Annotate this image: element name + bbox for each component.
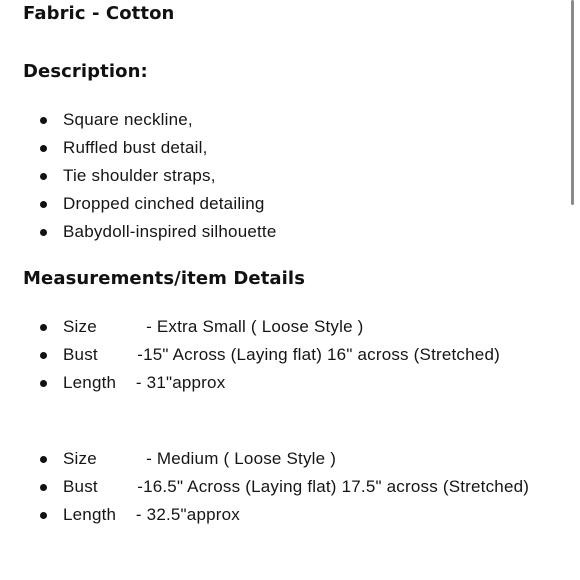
description-list [23,106,553,246]
bullet-icon [40,145,47,152]
bullet-icon [40,173,47,180]
description-item-text: Ruffled bust detail, [63,138,208,157]
fabric-heading: Fabric - Cotton [23,3,175,24]
list-item [23,473,553,501]
list-item [23,218,553,246]
list-item [23,106,553,134]
bust-text: Bust -15" Across (Laying flat) 16" across (Stretched) [63,345,500,364]
bullet-icon [40,201,47,208]
length-text: Length - 31"approx [63,373,226,392]
bullet-icon [40,484,47,491]
bullet-icon [40,512,47,519]
description-item-text: Tie shoulder straps, [63,166,216,185]
description-item-text: Square neckline, [63,110,193,129]
bust-text: Bust -16.5" Across (Laying flat) 17.5" across (Stretched) [63,477,530,496]
bullet-icon [40,352,47,359]
bullet-icon [40,229,47,236]
description-item-text: Dropped cinched detailing [63,194,265,213]
bullet-icon [40,117,47,124]
list-item [23,162,553,190]
list-item [23,134,553,162]
list-item [23,369,553,397]
measurements-list-medium [23,445,553,529]
list-item [23,313,553,341]
scrollbar[interactable] [570,0,578,580]
size-text: Size - Extra Small ( Loose Style ) [63,317,364,336]
list-item [23,341,553,369]
list-item [23,190,553,218]
measurements-heading: Measurements/item Details [23,268,306,289]
description-item-text: Babydoll-inspired silhouette [63,222,277,241]
size-text: Size - Medium ( Loose Style ) [63,449,337,468]
description-heading: Description: [23,61,148,82]
bullet-icon [40,324,47,331]
bullet-icon [40,456,47,463]
length-text: Length - 32.5"approx [63,505,240,524]
list-item [23,501,553,529]
list-item [23,445,553,473]
measurements-list-extra-small [23,313,553,397]
scrollbar-thumb[interactable] [571,0,574,205]
bullet-icon [40,380,47,387]
